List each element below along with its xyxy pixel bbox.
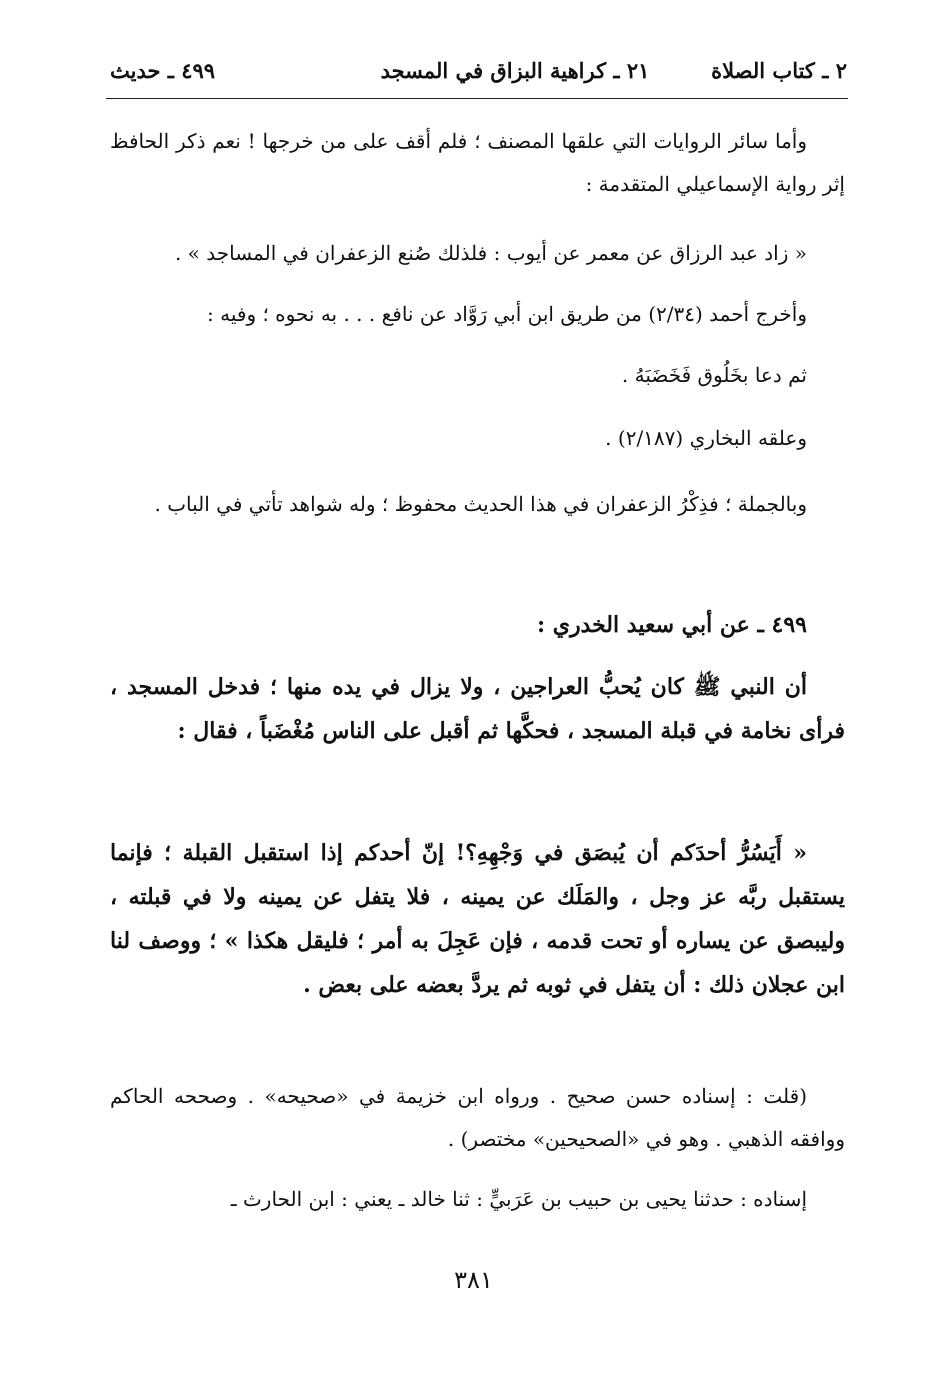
hadith-title: ٤٩٩ ـ عن أبي سعيد الخدري :: [536, 612, 807, 638]
paragraph-khaluq: ثم دعا بخَلُوق فَخَضَبَهُ .: [621, 363, 807, 387]
header-rule: [106, 98, 848, 99]
paragraph-abdulrazzaq-addition: « زاد عبد الرزاق عن معمر عن أيوب : فلذلك صُنع الزعفران في المساجد » .: [174, 241, 807, 265]
header-hadith-number: ٤٩٩ ـ حديث: [110, 58, 216, 83]
isnad-line: إسناده : حدثنا يحيى بن حبيب بن عَرَبيٍّ : ثنا خالد ـ يعني : ابن الحارث ـ: [230, 1187, 807, 1211]
header-book-title: ٢ ـ كتاب الصلاة: [711, 58, 847, 83]
paragraph-other-narrations: وأما سائر الروايات التي علقها المصنف ؛ فلم أقف على من خرجها ! نعم ذكر الحافظ إثر رواية الإسماعيلي المتقدمة :: [110, 129, 845, 196]
hadith-quote: « أَيَسُرُّ أحدَكم أن يُبصَق في وَجْهِهِ؟! إنّ أحدكم إذا استقبل القبلة ؛ فإنما يستقبل ربَّه عز وجل ، والمَلَك عن يمينه ، فلا يتفل عن يمينه ولا في قبلته ، وليبصق عن يساره أو تحت قدمه ، فإن عَجِلَ به أمر ؛ فليقل هكذا » ؛ ووصف لنا ابن عجلان ذلك : أن يتفل في ثوبه ثم يردَّ بعضه على بعض .: [110, 840, 845, 998]
paragraph-bukhari: وعلقه البخاري (٢/١٨٧) .: [605, 426, 807, 450]
paragraph-ahmad-takhrij: وأخرج أحمد (٢/٣٤) من طريق ابن أبي رَوَّاد عن نافع . . . به نحوه ؛ وفيه :: [207, 302, 807, 326]
paragraph-summary: وبالجملة ؛ فذِكْرُ الزعفران في هذا الحديث محفوظ ؛ وله شواهد تأتي في الباب .: [154, 492, 807, 516]
page-number: ٣٨١: [454, 1266, 493, 1294]
header-chapter-title: ٢١ ـ كراهية البزاق في المسجد: [380, 58, 650, 83]
hadith-text: أن النبي ﷺ كان يُحبُّ العراجين ، ولا يزال في يده منها ؛ فدخل المسجد ، فرأى نخامة في قبلة المسجد ، فحكَّها ثم أقبل على الناس مُغْضَباً ، فقال :: [110, 674, 845, 744]
grading-note: (قلت : إسناده حسن صحيح . ورواه ابن خزيمة في «صحيحه» . وصححه الحاكم ووافقه الذهبي . وهو في «الصحيحين» مختصر) .: [110, 1084, 845, 1151]
